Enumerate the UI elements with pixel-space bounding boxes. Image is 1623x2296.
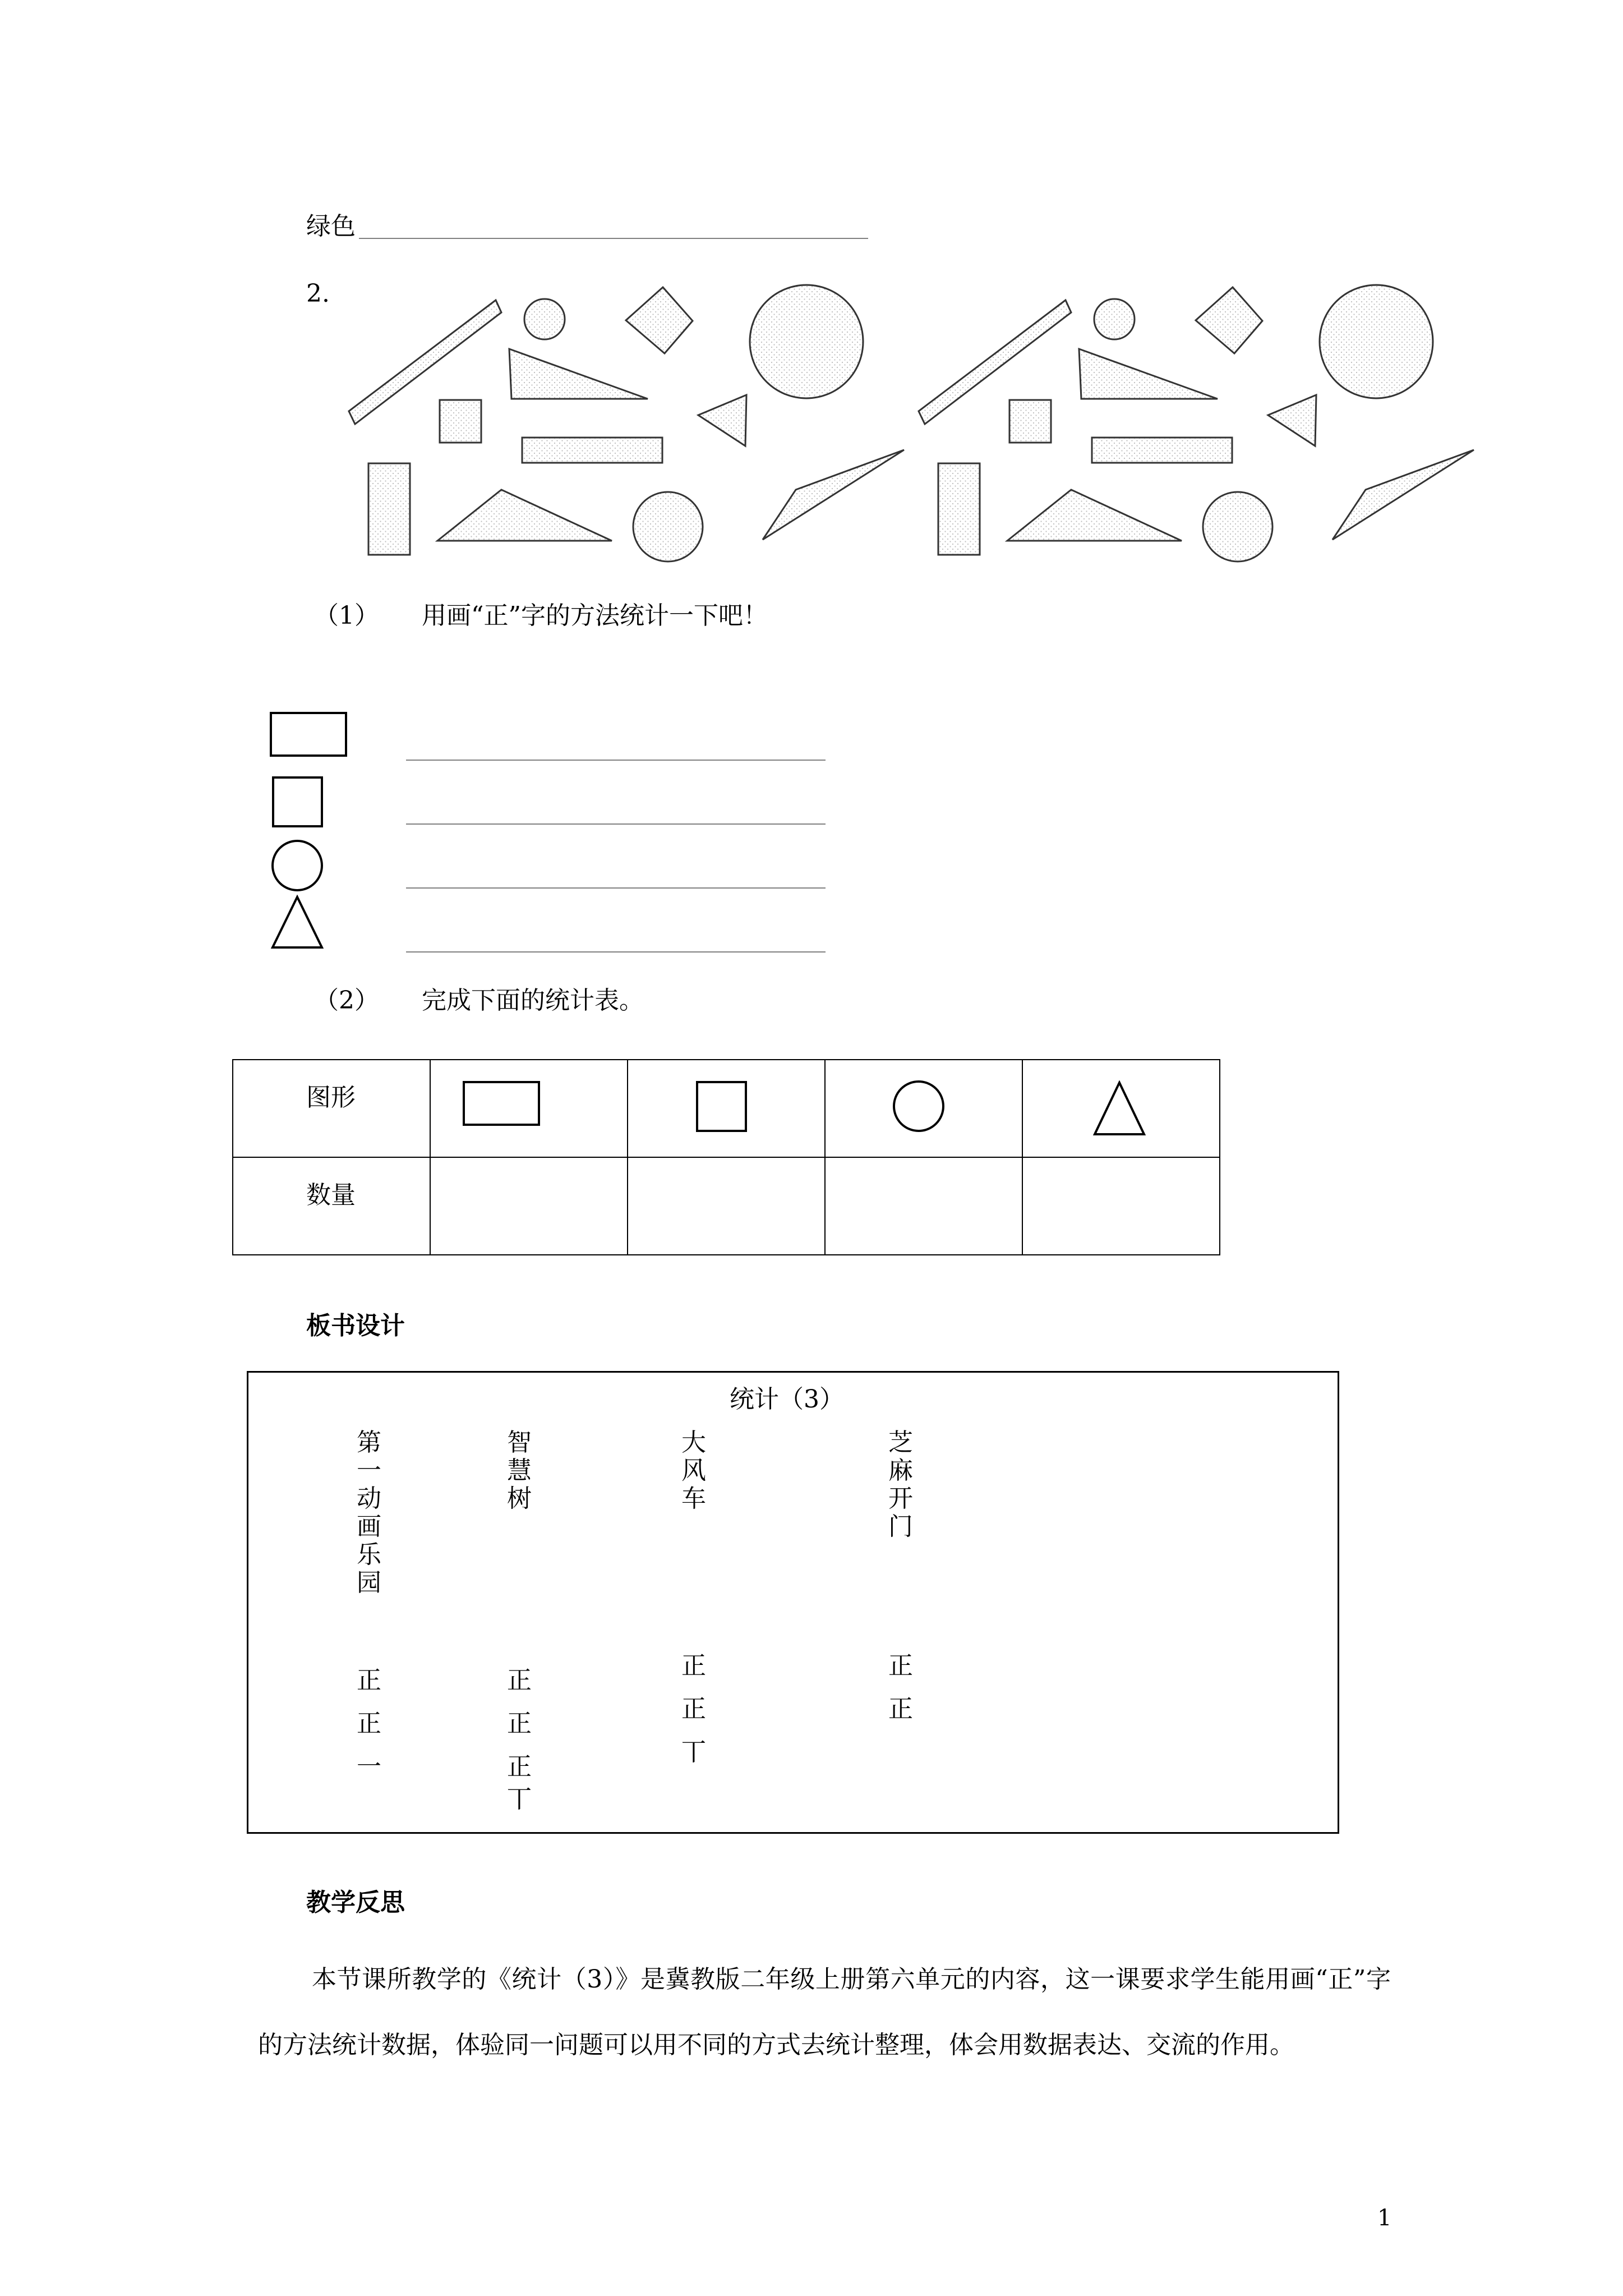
small-triangle bbox=[1268, 395, 1316, 446]
diamond bbox=[1196, 287, 1262, 353]
table-cell bbox=[233, 1157, 430, 1255]
square-tally-line[interactable] bbox=[406, 823, 826, 825]
tally-mark: 正 bbox=[357, 1666, 381, 1695]
tally-mark: 正 bbox=[507, 1752, 532, 1781]
triangle-icon bbox=[270, 895, 324, 950]
flat-rectangle bbox=[1092, 438, 1232, 463]
board-design-box bbox=[247, 1371, 1339, 1834]
large-circle bbox=[750, 285, 863, 398]
column-name: 智慧树 bbox=[507, 1428, 532, 1513]
part2-number: （2） bbox=[314, 986, 379, 1015]
rectangle-icon bbox=[462, 1080, 542, 1128]
statistics-table bbox=[232, 1059, 1220, 1255]
tally-mark: 正 bbox=[357, 1709, 381, 1738]
count-input-cell[interactable] bbox=[1022, 1157, 1220, 1255]
thin-triangle bbox=[763, 450, 904, 540]
triangle-tally-line[interactable] bbox=[406, 951, 826, 953]
reflection-heading: 教学反思 bbox=[306, 1888, 405, 1917]
tally-mark: 一 bbox=[357, 1752, 381, 1781]
question-number: 2. bbox=[306, 279, 330, 308]
tally-mark: 正 bbox=[888, 1651, 913, 1680]
flat-rectangle bbox=[522, 438, 662, 463]
part1-instruction: 用画“正”字的方法统计一下吧！ bbox=[422, 601, 768, 630]
tally-mark: 丅 bbox=[507, 1785, 532, 1814]
thin-triangle bbox=[1332, 450, 1474, 540]
medium-circle bbox=[1203, 492, 1272, 562]
green-answer-line[interactable] bbox=[359, 238, 868, 239]
part2-instruction: 完成下面的统计表。 bbox=[422, 986, 644, 1015]
tally-mark: 正 bbox=[888, 1695, 913, 1723]
diamond bbox=[626, 287, 693, 353]
green-label: 绿色 bbox=[306, 212, 356, 241]
large-circle bbox=[1320, 285, 1433, 398]
wide-triangle bbox=[437, 490, 612, 541]
tally-mark: 正 bbox=[681, 1695, 706, 1723]
tally-mark: 正 bbox=[507, 1666, 532, 1695]
tally-mark: 正 bbox=[507, 1709, 532, 1738]
tally-mark: 正 bbox=[681, 1651, 706, 1680]
column-name: 芝麻开门 bbox=[888, 1428, 913, 1541]
small-square bbox=[1009, 400, 1051, 443]
wide-triangle bbox=[1007, 490, 1182, 541]
table-cell bbox=[1022, 1060, 1220, 1157]
table-cell bbox=[628, 1060, 825, 1157]
table-cell bbox=[430, 1060, 628, 1157]
medium-circle bbox=[633, 492, 703, 562]
row-label-count: 数量 bbox=[306, 1181, 356, 1209]
column-name: 大风车 bbox=[681, 1428, 706, 1513]
table-cell bbox=[233, 1060, 430, 1157]
right-triangle bbox=[1079, 349, 1218, 399]
table-cell bbox=[825, 1060, 1022, 1157]
right-triangle bbox=[509, 349, 648, 399]
column-name: 第一动画乐园 bbox=[357, 1428, 381, 1597]
tally-mark: 丅 bbox=[681, 1738, 706, 1766]
board-title: 统计（3） bbox=[730, 1385, 844, 1414]
part1-number: （1） bbox=[314, 601, 379, 630]
circle-icon bbox=[269, 839, 325, 892]
count-input-cell[interactable] bbox=[825, 1157, 1022, 1255]
shape-group-right bbox=[906, 280, 1484, 572]
shape-group-left bbox=[336, 280, 914, 572]
small-square bbox=[440, 400, 481, 443]
triangle-icon bbox=[1092, 1080, 1146, 1137]
small-circle bbox=[1094, 299, 1135, 339]
circle-tally-line[interactable] bbox=[406, 887, 826, 889]
square-icon bbox=[271, 776, 324, 829]
vertical-rectangle bbox=[938, 463, 980, 555]
row-label-shape: 图形 bbox=[306, 1083, 356, 1112]
rectangle-tally-line[interactable] bbox=[406, 760, 826, 761]
vertical-rectangle bbox=[368, 463, 410, 555]
small-triangle bbox=[698, 395, 746, 446]
board-design-heading: 板书设计 bbox=[306, 1312, 405, 1340]
small-circle bbox=[524, 299, 565, 339]
count-input-cell[interactable] bbox=[628, 1157, 825, 1255]
page-number: 1 bbox=[1377, 2205, 1392, 2231]
circle-icon bbox=[891, 1079, 947, 1133]
reflection-paragraph: 本节课所教学的《统计（3）》是冀教版二年级上册第六单元的内容，这一课要求学生能用画“正”字的方法统计数据，体验同一问题可以用不同的方式去统计整理，体会用数据表达、交流的作用。 bbox=[258, 1965, 1391, 2059]
table-row bbox=[233, 1157, 1220, 1255]
rectangle-icon bbox=[269, 711, 349, 758]
table-row bbox=[233, 1060, 1220, 1157]
count-input-cell[interactable] bbox=[430, 1157, 628, 1255]
square-icon bbox=[695, 1080, 748, 1133]
